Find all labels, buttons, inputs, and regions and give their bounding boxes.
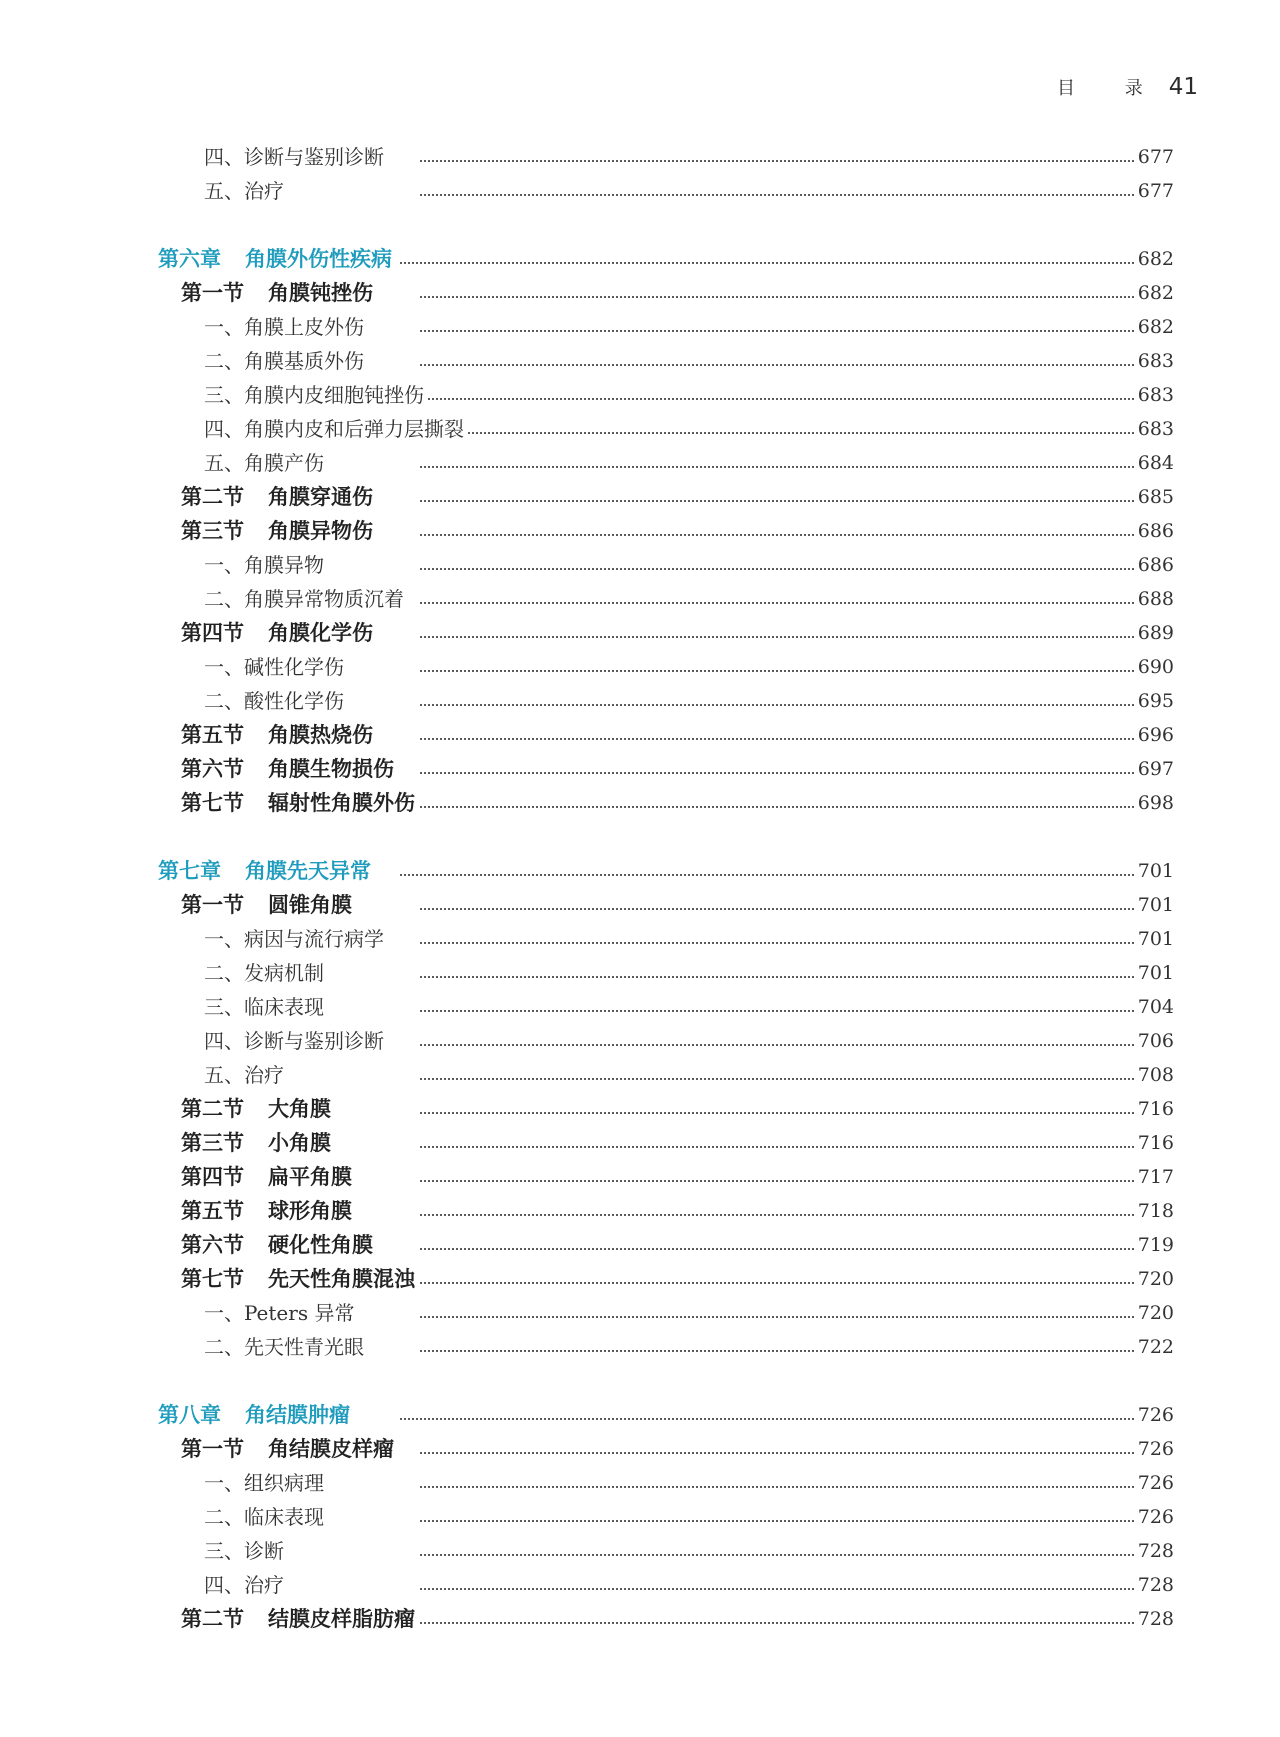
dot-leader <box>420 432 1170 434</box>
toc-entry-label: 二、临床表现 <box>204 1505 324 1529</box>
toc-entry-title <box>204 1568 288 1602</box>
toc-entry-title <box>181 1194 356 1228</box>
toc-entry-label: 三、角膜内皮细胞钝挫伤 <box>204 383 424 407</box>
toc-entry-number: 第七章 <box>158 859 221 883</box>
toc-entry-title <box>204 650 348 684</box>
toc-entry-page-number: 719 <box>1135 1228 1174 1262</box>
toc-entry-title <box>204 582 408 616</box>
toc-entry-number: 第二节 <box>181 1096 244 1121</box>
dot-leader <box>420 1486 1170 1488</box>
toc-entry-label: 一、角膜上皮外伤 <box>204 315 364 339</box>
toc-entry-page-number: 682 <box>1135 242 1174 276</box>
toc-entry-label: 三、诊断 <box>204 1539 284 1563</box>
toc-item-entry[interactable] <box>0 412 1280 446</box>
dot-leader <box>420 1010 1170 1012</box>
toc-item-entry[interactable] <box>0 1568 1280 1602</box>
toc-entry-page-number: 686 <box>1135 514 1174 548</box>
toc-item-entry[interactable] <box>0 650 1280 684</box>
toc-entry-page-number: 706 <box>1135 1024 1174 1058</box>
toc-entry-title <box>204 310 368 344</box>
toc-entry-label: 角膜穿通伤 <box>268 484 373 509</box>
dot-leader <box>420 704 1170 706</box>
dot-leader <box>420 568 1170 570</box>
toc-entry-page-number: 720 <box>1135 1296 1174 1330</box>
toc-entry-title <box>204 446 328 480</box>
toc-entry-number: 第二节 <box>181 484 244 509</box>
toc-item-entry[interactable] <box>0 140 1280 174</box>
toc-entry-page-number: 726 <box>1135 1466 1174 1500</box>
toc-entry-label: 角膜异物伤 <box>268 518 373 543</box>
toc-item-entry[interactable] <box>0 446 1280 480</box>
toc-entry-title <box>158 854 375 888</box>
dot-leader <box>400 1418 1170 1420</box>
toc-entry-title <box>204 412 468 446</box>
toc-entry-title <box>204 344 368 378</box>
toc-entry-page-number: 708 <box>1135 1058 1174 1092</box>
toc-section-entry[interactable] <box>0 1262 1280 1296</box>
dot-leader <box>420 398 1170 400</box>
toc-entry-page-number: 689 <box>1135 616 1174 650</box>
toc-entry-label: 一、Peters 异常 <box>204 1301 355 1325</box>
dot-leader <box>420 738 1170 740</box>
toc-entry-label: 四、诊断与鉴别诊断 <box>204 1029 384 1053</box>
toc-entry-page-number: 682 <box>1135 310 1174 344</box>
toc-entry-title <box>181 752 398 786</box>
toc-entry-number: 第一节 <box>181 280 244 305</box>
toc-entry-title <box>204 1058 288 1092</box>
toc-item-entry[interactable] <box>0 174 1280 208</box>
toc-entry-page-number: 683 <box>1135 412 1174 446</box>
dot-leader <box>420 636 1170 638</box>
toc-item-entry[interactable] <box>0 1058 1280 1092</box>
toc-entry-page-number: 704 <box>1135 990 1174 1024</box>
toc-entry-title <box>204 1534 288 1568</box>
toc-entry-title <box>181 1092 335 1126</box>
toc-section-entry[interactable] <box>0 1228 1280 1262</box>
toc-entry-label: 五、治疗 <box>204 179 284 203</box>
toc-entry-label: 扁平角膜 <box>268 1164 352 1189</box>
toc-entry-title <box>204 922 388 956</box>
toc-entry-page-number: 696 <box>1135 718 1174 752</box>
toc-section-entry[interactable] <box>0 480 1280 514</box>
dot-leader <box>420 296 1170 298</box>
toc-entry-label: 一、碱性化学伤 <box>204 655 344 679</box>
toc-entry-title <box>158 242 396 276</box>
dot-leader <box>420 1214 1170 1216</box>
header-label: 目 录 <box>1056 78 1165 99</box>
dot-leader <box>420 1112 1170 1114</box>
toc-entry-page-number: 720 <box>1135 1262 1174 1296</box>
toc-item-entry[interactable] <box>0 684 1280 718</box>
toc-entry-page-number: 677 <box>1135 140 1174 174</box>
toc-entry-page-number: 686 <box>1135 548 1174 582</box>
toc-entry-number: 第三节 <box>181 518 244 543</box>
toc-entry-number: 第七节 <box>181 1266 244 1291</box>
dot-leader <box>420 1248 1170 1250</box>
dot-leader <box>420 1452 1170 1454</box>
toc-section-entry[interactable] <box>0 1092 1280 1126</box>
toc-section-entry[interactable] <box>0 276 1280 310</box>
dot-leader <box>420 1180 1170 1182</box>
dot-leader <box>420 976 1170 978</box>
toc-entry-label: 四、角膜内皮和后弹力层撕裂 <box>204 417 464 441</box>
toc-entry-page-number: 698 <box>1135 786 1174 820</box>
dot-leader <box>420 1520 1170 1522</box>
toc-section-entry[interactable] <box>0 514 1280 548</box>
toc-entry-title <box>204 548 328 582</box>
toc-chapter-entry[interactable] <box>0 1398 1280 1432</box>
toc-item-entry[interactable] <box>0 1534 1280 1568</box>
toc-entry-title <box>181 888 356 922</box>
dot-leader <box>420 160 1170 162</box>
toc-item-entry[interactable] <box>0 1466 1280 1500</box>
toc-entry-number: 第五节 <box>181 722 244 747</box>
toc-section-entry[interactable] <box>0 1602 1280 1636</box>
toc-entry-number: 第八章 <box>158 1403 221 1427</box>
toc-entry-label: 四、治疗 <box>204 1573 284 1597</box>
dot-leader <box>420 1282 1170 1284</box>
toc-entry-title <box>204 1024 388 1058</box>
toc-entry-label: 角膜外伤性疾病 <box>245 247 392 271</box>
toc-entry-page-number: 722 <box>1135 1330 1174 1364</box>
toc-item-entry[interactable] <box>0 378 1280 412</box>
dot-leader <box>420 534 1170 536</box>
dot-leader <box>420 1146 1170 1148</box>
toc-item-entry[interactable] <box>0 1024 1280 1058</box>
toc-item-entry[interactable] <box>0 582 1280 616</box>
toc-entry-label: 先天性角膜混浊 <box>268 1266 415 1291</box>
toc-entry-page-number: 718 <box>1135 1194 1174 1228</box>
toc-entry-label: 角膜钝挫伤 <box>268 280 373 305</box>
toc-item-entry[interactable] <box>0 956 1280 990</box>
toc-entry-page-number: 682 <box>1135 276 1174 310</box>
toc-entry-page-number: 726 <box>1135 1500 1174 1534</box>
toc-item-entry[interactable] <box>0 310 1280 344</box>
toc-entry-label: 二、酸性化学伤 <box>204 689 344 713</box>
dot-leader <box>420 670 1170 672</box>
toc-entry-label: 角膜先天异常 <box>245 859 371 883</box>
toc-entry-title <box>181 514 377 548</box>
toc-entry-number: 第四节 <box>181 620 244 645</box>
toc-item-entry[interactable] <box>0 344 1280 378</box>
toc-entry-page-number: 726 <box>1135 1398 1174 1432</box>
toc-entry-label: 球形角膜 <box>268 1198 352 1223</box>
toc-entry-title <box>181 616 377 650</box>
dot-leader <box>420 500 1170 502</box>
toc-entry-label: 角膜热烧伤 <box>268 722 373 747</box>
dot-leader <box>400 262 1170 264</box>
toc-entry-page-number: 688 <box>1135 582 1174 616</box>
toc-item-entry[interactable] <box>0 1296 1280 1330</box>
dot-leader <box>420 364 1170 366</box>
dot-leader <box>420 602 1170 604</box>
toc-entry-page-number: 728 <box>1135 1568 1174 1602</box>
toc-entry-title <box>204 684 348 718</box>
dot-leader <box>420 908 1170 910</box>
toc-entry-page-number: 701 <box>1135 922 1174 956</box>
toc-entry-title <box>204 174 288 208</box>
toc-entry-label: 辐射性角膜外伤 <box>268 790 415 815</box>
toc-entry-label: 三、临床表现 <box>204 995 324 1019</box>
toc-chapter-entry[interactable] <box>0 854 1280 888</box>
toc-entry-title <box>204 140 388 174</box>
toc-entry-label: 硬化性角膜 <box>268 1232 373 1257</box>
toc-entry-title <box>204 990 328 1024</box>
toc-entry-title <box>204 1466 328 1500</box>
toc-entry-number: 第四节 <box>181 1164 244 1189</box>
toc-entry-page-number: 677 <box>1135 174 1174 208</box>
toc-item-entry[interactable] <box>0 548 1280 582</box>
toc-entry-page-number: 683 <box>1135 344 1174 378</box>
toc-entry-page-number: 695 <box>1135 684 1174 718</box>
toc-entry-label: 角膜化学伤 <box>268 620 373 645</box>
toc-section-entry[interactable] <box>0 786 1280 820</box>
running-header <box>1040 74 1198 108</box>
toc-section-entry[interactable] <box>0 1160 1280 1194</box>
toc-entry-label: 五、治疗 <box>204 1063 284 1087</box>
dot-leader <box>420 942 1170 944</box>
toc-entry-title <box>181 786 419 820</box>
toc-entry-page-number: 701 <box>1135 854 1174 888</box>
dot-leader <box>420 1622 1170 1624</box>
toc-entry-page-number: 716 <box>1135 1092 1174 1126</box>
toc-entry-number: 第三节 <box>181 1130 244 1155</box>
toc-entry-title <box>204 378 428 412</box>
toc-entry-title <box>181 1126 335 1160</box>
toc-entry-title <box>204 1296 358 1330</box>
toc-item-entry[interactable] <box>0 1500 1280 1534</box>
toc-section-entry[interactable] <box>0 752 1280 786</box>
toc-entry-label: 二、角膜基质外伤 <box>204 349 364 373</box>
toc-entry-label: 二、先天性青光眼 <box>204 1335 364 1359</box>
dot-leader <box>420 194 1170 196</box>
toc-section-entry[interactable] <box>0 1432 1280 1466</box>
toc-entry-page-number: 701 <box>1135 956 1174 990</box>
dot-leader <box>420 1044 1170 1046</box>
toc-entry-label: 角结膜肿瘤 <box>245 1403 350 1427</box>
toc-entry-number: 第一节 <box>181 892 244 917</box>
toc-entry-label: 大角膜 <box>268 1096 331 1121</box>
toc-section-entry[interactable] <box>0 1126 1280 1160</box>
toc-entry-label: 角膜生物损伤 <box>268 756 394 781</box>
toc-entry-title <box>181 1602 419 1636</box>
toc-section-entry[interactable] <box>0 1194 1280 1228</box>
toc-entry-page-number: 683 <box>1135 378 1174 412</box>
toc-entry-page-number: 716 <box>1135 1126 1174 1160</box>
toc-entry-page-number: 728 <box>1135 1534 1174 1568</box>
dot-leader <box>420 330 1170 332</box>
toc-item-entry[interactable] <box>0 990 1280 1024</box>
toc-entry-label: 一、角膜异物 <box>204 553 324 577</box>
toc-entry-title <box>158 1398 354 1432</box>
toc-entry-label: 二、角膜异常物质沉着 <box>204 587 404 611</box>
dot-leader <box>420 772 1170 774</box>
toc-entry-title <box>204 956 328 990</box>
toc-entry-page-number: 726 <box>1135 1432 1174 1466</box>
toc-entry-number: 第六章 <box>158 247 221 271</box>
toc-section-entry[interactable] <box>0 888 1280 922</box>
toc-entry-page-number: 684 <box>1135 446 1174 480</box>
toc-entry-page-number: 690 <box>1135 650 1174 684</box>
toc-section-entry[interactable] <box>0 616 1280 650</box>
toc-entry-number: 第一节 <box>181 1436 244 1461</box>
toc-entry-title <box>181 276 377 310</box>
toc-entry-title <box>181 1228 377 1262</box>
toc-entry-title <box>204 1500 328 1534</box>
toc-entry-label: 一、病因与流行病学 <box>204 927 384 951</box>
dot-leader <box>400 874 1170 876</box>
toc-entry-title <box>181 480 377 514</box>
toc-entry-title <box>181 1432 398 1466</box>
toc-entry-number: 第六节 <box>181 756 244 781</box>
toc-item-entry[interactable] <box>0 922 1280 956</box>
dot-leader <box>420 806 1170 808</box>
toc-entry-page-number: 717 <box>1135 1160 1174 1194</box>
toc-entry-label: 四、诊断与鉴别诊断 <box>204 145 384 169</box>
toc-item-entry[interactable] <box>0 1330 1280 1364</box>
toc-entry-title <box>181 718 377 752</box>
dot-leader <box>420 1554 1170 1556</box>
header-page-number: 41 <box>1168 74 1198 100</box>
toc-entry-page-number: 728 <box>1135 1602 1174 1636</box>
toc-entry-label: 一、组织病理 <box>204 1471 324 1495</box>
toc-entry-number: 第七节 <box>181 790 244 815</box>
toc-entry-label: 圆锥角膜 <box>268 892 352 917</box>
dot-leader <box>420 466 1170 468</box>
toc-entry-page-number: 697 <box>1135 752 1174 786</box>
toc-entry-label: 二、发病机制 <box>204 961 324 985</box>
toc-entry-title <box>181 1262 419 1296</box>
toc-entry-number: 第二节 <box>181 1606 244 1631</box>
toc-entry-label: 小角膜 <box>268 1130 331 1155</box>
toc-entry-number: 第六节 <box>181 1232 244 1257</box>
toc-entry-label: 角结膜皮样瘤 <box>268 1436 394 1461</box>
toc-chapter-entry[interactable] <box>0 242 1280 276</box>
toc-entry-label: 五、角膜产伤 <box>204 451 324 475</box>
toc-entry-page-number: 701 <box>1135 888 1174 922</box>
toc-entry-number: 第五节 <box>181 1198 244 1223</box>
toc-entry-label: 结膜皮样脂肪瘤 <box>268 1606 415 1631</box>
dot-leader <box>420 1316 1170 1318</box>
dot-leader <box>420 1078 1170 1080</box>
dot-leader <box>420 1350 1170 1352</box>
toc-entry-page-number: 685 <box>1135 480 1174 514</box>
dot-leader <box>420 1588 1170 1590</box>
toc-section-entry[interactable] <box>0 718 1280 752</box>
toc-entry-title <box>204 1330 368 1364</box>
toc-entry-title <box>181 1160 356 1194</box>
